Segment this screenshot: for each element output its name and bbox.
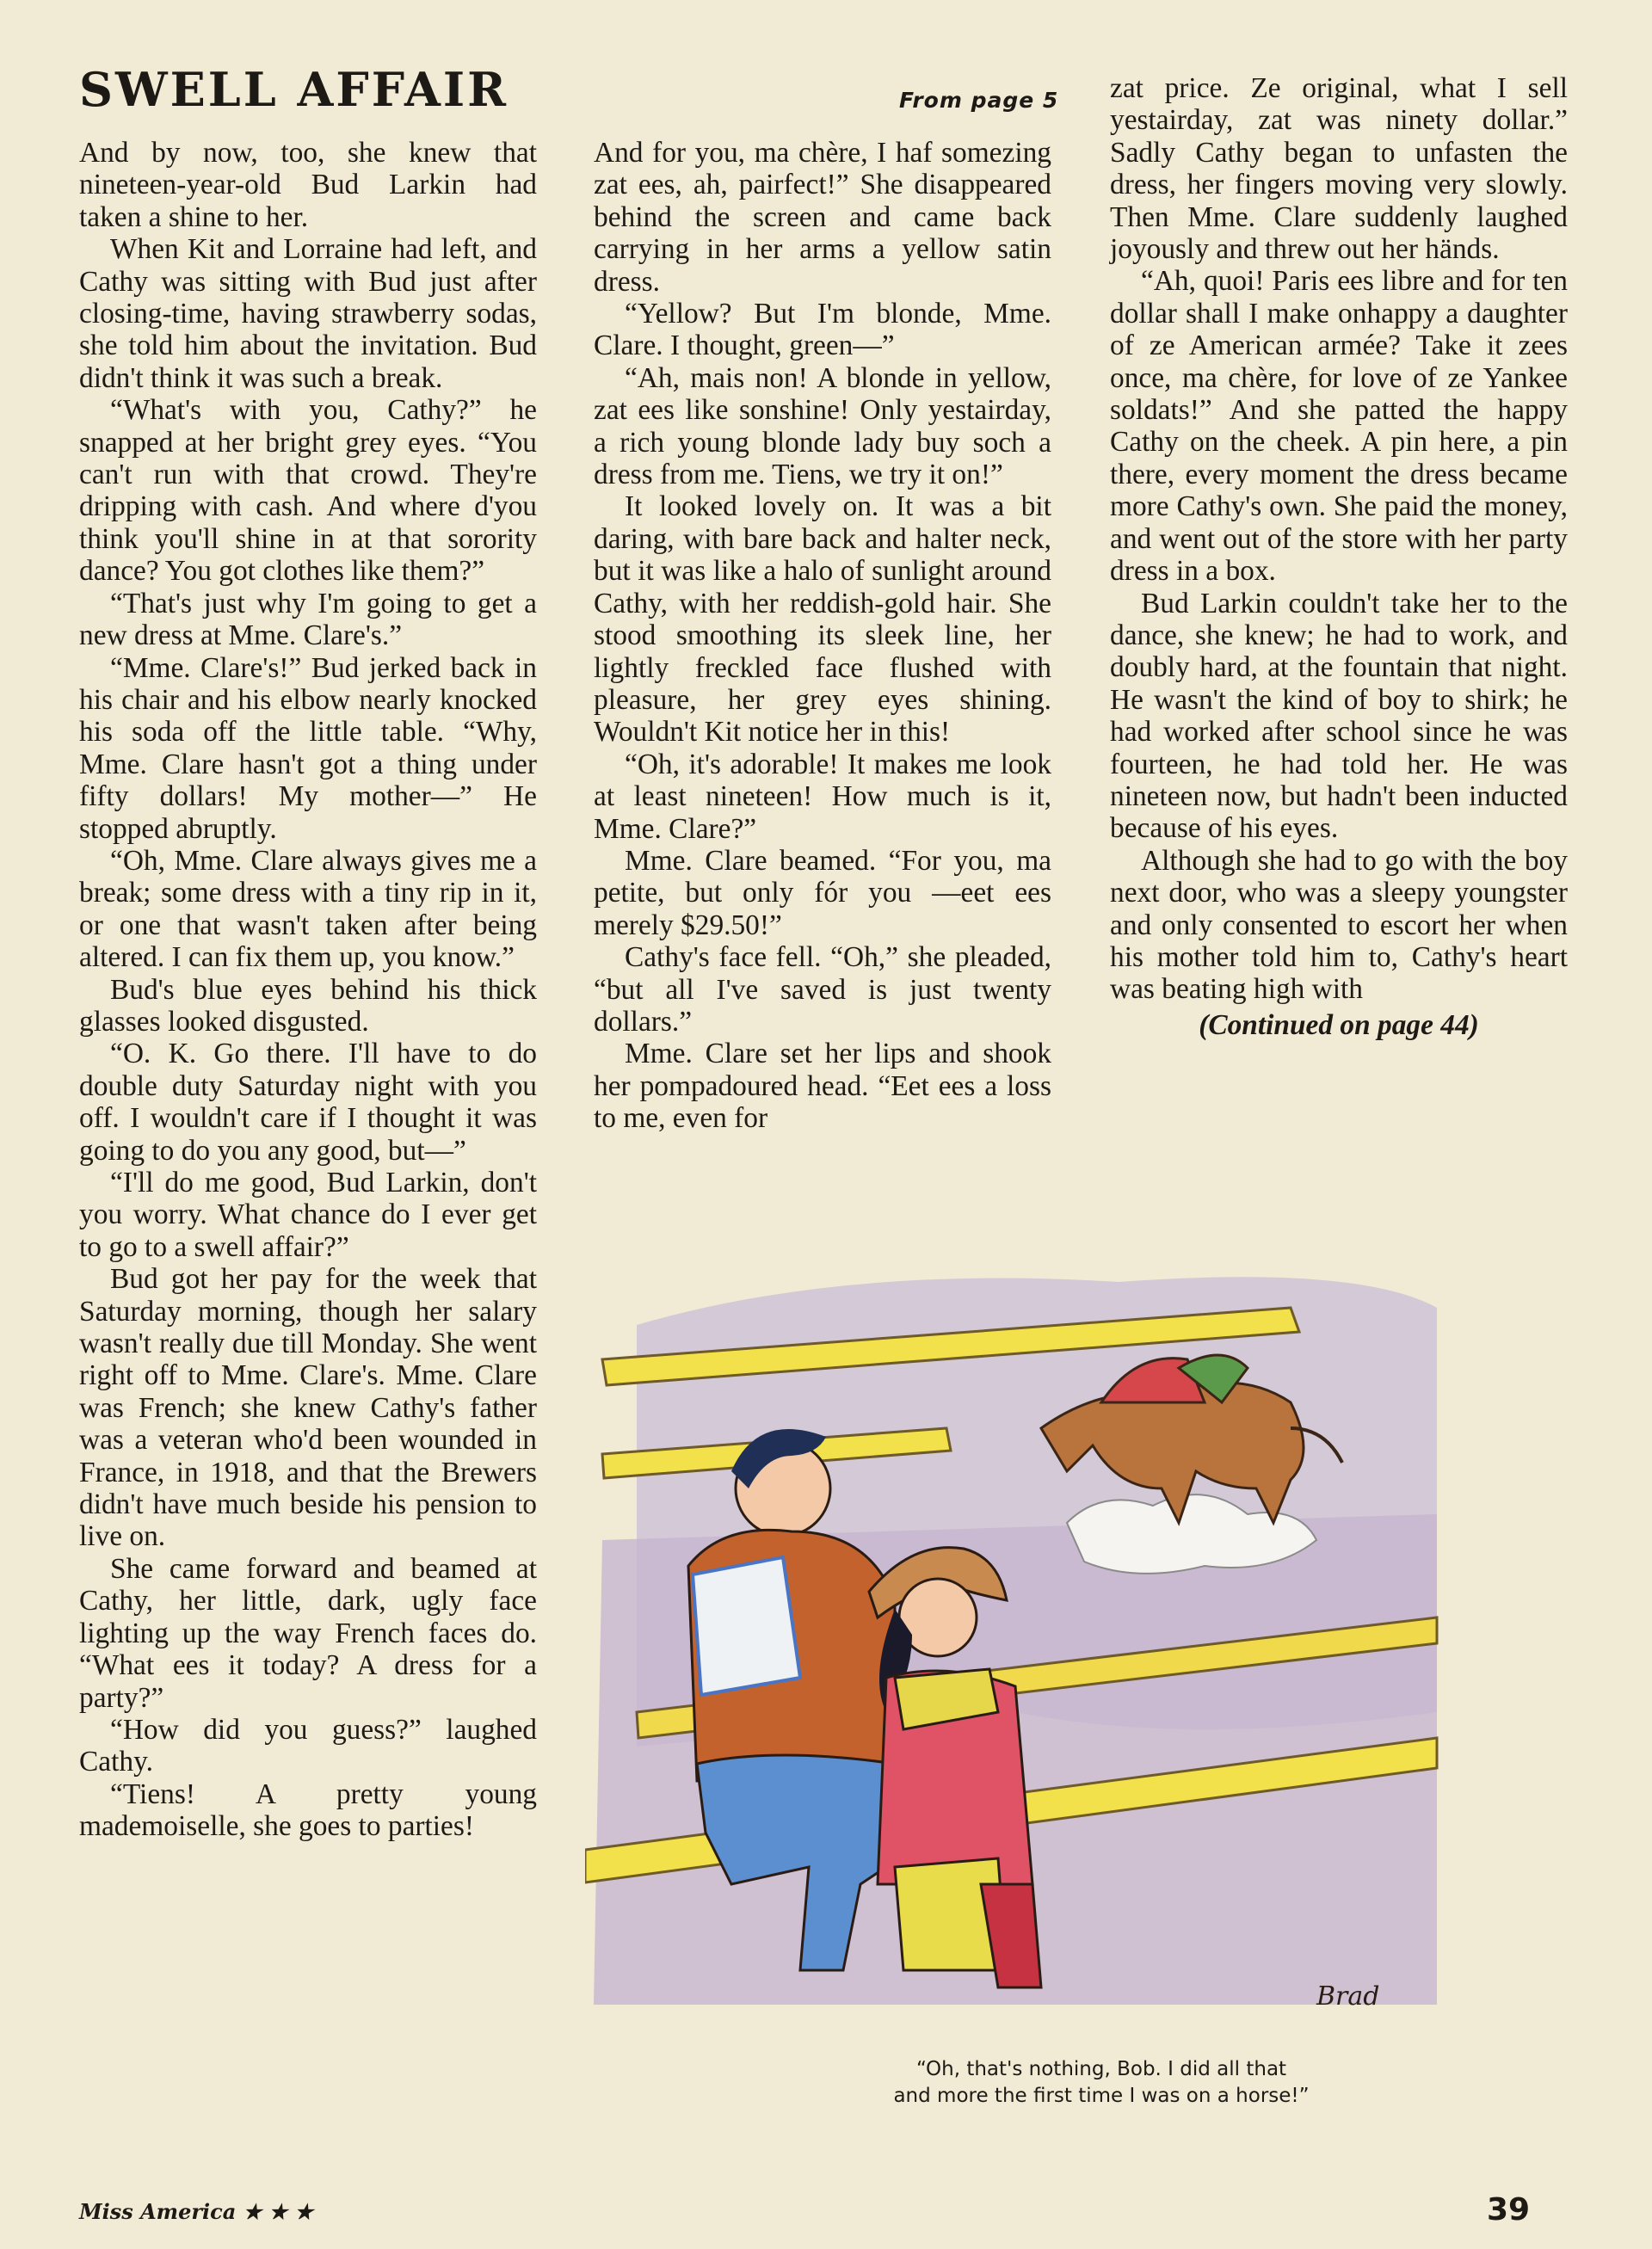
artist-signature: Brad [1316, 1981, 1380, 2012]
text-column-2 [594, 137, 1051, 1135]
paragraph: Bud Larkin couldn't take her to the dance, she knew; he had to work, and doubly hard, at the fountain that night. He wasn't the kind of boy to shirk; he had worked after school since he was fourteen, he had told her. He was nineteen now, but hadn't been inducted because of his eyes. [1110, 587, 1568, 845]
illustration-caption [800, 2056, 1402, 2110]
paragraph: “What's with you, Cathy?” he snapped at her bright grey eyes. “You can't run with that crowd. They're dripping with cash. And where d'you think you'll shine in at that sorority dance? You got clothes like them?” [79, 394, 537, 588]
paragraph: “Yellow? But I'm blonde, Mme. Clare. I thought, green—” [594, 298, 1051, 362]
paragraph: When Kit and Lorraine had left, and Cathy was sitting with Bud just after closing-time, having strawberry sodas, she told him about the invitation. Bud didn't think it was such a break. [79, 233, 537, 394]
rodeo-illustration [585, 1230, 1446, 2056]
magazine-name: Miss America ★ ★ ★ [79, 2199, 313, 2224]
caption-line: “Oh, that's nothing, Bob. I did all that [915, 2058, 1287, 2080]
paragraph: And for you, ma chère, I haf somezing zat ees, ah, pairfect!” She disappeared behind the screen and came back carrying in her arms a yellow satin dress. [594, 137, 1051, 298]
paragraph: “O. K. Go there. I'll have to do double duty Saturday night with you off. I wouldn't care if I thought it was going to do you any good, but—” [79, 1038, 537, 1167]
caption-line: and more the first time I was on a horse!” [893, 2085, 1310, 2107]
paragraph: “Tiens! A pretty young mademoiselle, she goes to parties! [79, 1778, 537, 1843]
paragraph: “Ah, mais non! A blonde in yellow, zat ees like sonshine! Only yestairday, a rich young blonde lady buy soch a dress from me. Tiens, we try it on!” [594, 361, 1051, 491]
paragraph: And by now, too, she knew that nineteen-year-old Bud Larkin had taken a shine to her. [79, 137, 537, 233]
paragraph: “Oh, it's adorable! It makes me look at least nineteen! How much is it, Mme. Clare?” [594, 748, 1051, 845]
paragraph: She came forward and beamed at Cathy, her little, dark, ugly face lighting up the way French faces do. “What ees it today? A dress for a party?” [79, 1552, 537, 1714]
text-column-1 [79, 137, 537, 1843]
paragraph: “Oh, Mme. Clare always gives me a break; some dress with a tiny rip in it, or one that wasn't taken after being altered. I can fix them up, you know.” [79, 844, 537, 974]
paragraph: “Ah, quoi! Paris ees libre and for ten dollar shall I make onhappy a daughter of ze American armée? Take it zees once, ma chère, for love of ze Yankee soldats!” And she patted the happy Cathy on the cheek. A pin here, a pin there, every moment the dress became more Cathy's own. She paid the money, and went out of the store with her party dress in a box. [1110, 265, 1568, 588]
paragraph: Mme. Clare set her lips and shook her pompadoured head. “Eet ees a loss to me, even for [594, 1038, 1051, 1135]
paragraph: Mme. Clare beamed. “For you, ma petite, but only fór you —eet ees merely $29.50!” [594, 844, 1051, 941]
page-number: 39 [1487, 2192, 1531, 2227]
paragraph: “How did you guess?” laughed Cathy. [79, 1713, 537, 1778]
paragraph: Cathy's face fell. “Oh,” she pleaded, “but all I've saved is just twenty dollars.” [594, 941, 1051, 1038]
paragraph: zat price. Ze original, what I sell yestairday, zat was ninety dollar.” Sadly Cathy began to unfasten the dress, her fingers moving very slowly. Then Mme. Clare suddenly laughed joyously and threw out her händs. [1110, 72, 1568, 266]
paragraph: Bud's blue eyes behind his thick glasses looked disgusted. [79, 973, 537, 1038]
text-column-3 [1110, 72, 1568, 1041]
paragraph: It looked lovely on. It was a bit daring, with bare back and halter neck, but it was like a halo of sunlight around Cathy, with her reddish-gold hair. She stood smoothing its sleek line, her lightly freckled face flushed with pleasure, her grey eyes shining. Wouldn't Kit notice her in this! [594, 490, 1051, 749]
from-page-label: From page 5 [899, 88, 1059, 113]
paragraph: “That's just why I'm going to get a new dress at Mme. Clare's.” [79, 587, 537, 652]
paragraph: Although she had to go with the boy next door, who was a sleepy youngster and only consented to escort her when his mother told him to, Cathy's heart was beating high with [1110, 844, 1568, 1006]
paragraph: Bud got her pay for the week that Saturday morning, though her salary wasn't really due till Monday. She went right off to Mme. Clare's. Mme. Clare was French; she knew Cathy's father was a veteran who'd been wounded in France, in 1918, and that the Brewers didn't have much beside his pension to live on. [79, 1263, 537, 1553]
story-title: SWELL AFFAIR [79, 62, 509, 117]
paragraph: “Mme. Clare's!” Bud jerked back in his chair and his elbow nearly knocked his soda off the little table. “Why, Mme. Clare hasn't got a thing under fifty dollars! My mother—” He stopped abruptly. [79, 651, 537, 845]
continued-note: (Continued on page 44) [1199, 1008, 1479, 1041]
paragraph: “I'll do me good, Bud Larkin, don't you worry. What chance do I ever get to go to a swell affair?” [79, 1167, 537, 1263]
